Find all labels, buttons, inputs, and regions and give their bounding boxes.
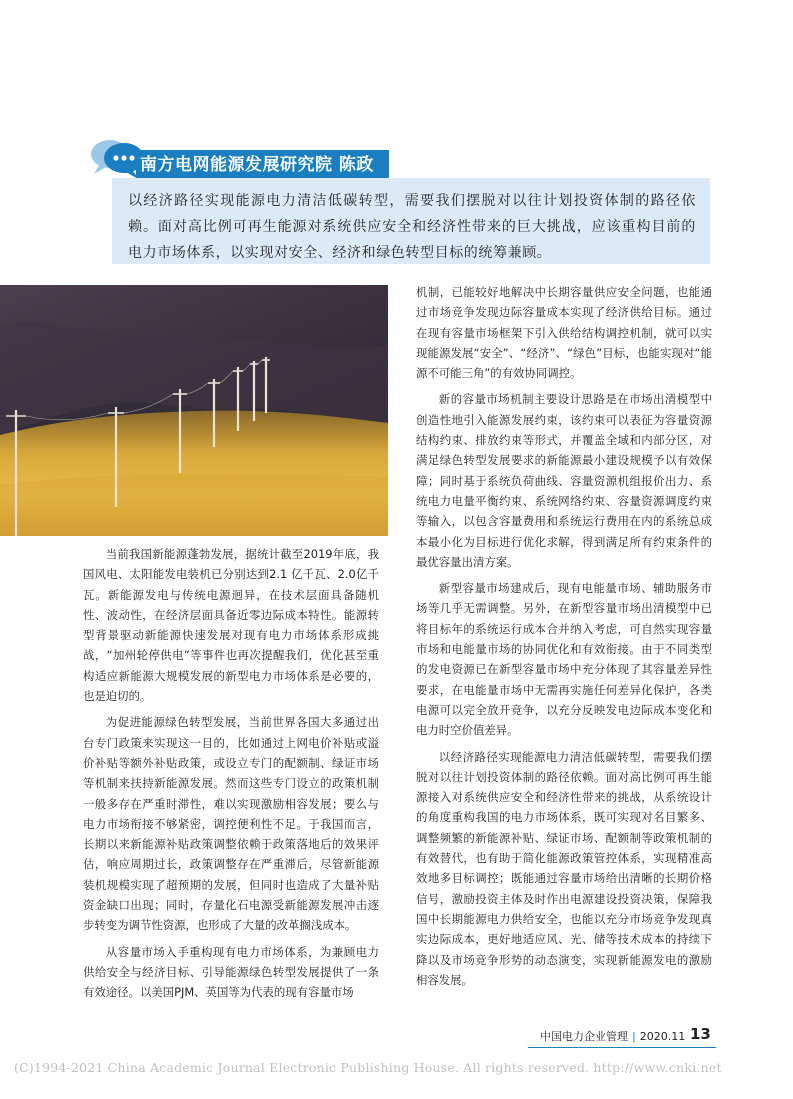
body-paragraph: 以经济路径实现能源电力清洁低碳转型，需要我们摆脱对以往计划投资体制的路径依赖。面对高比例可再生能源接入对系统供应安全和经济性带来的挑战，从系统设计的角度重构我国的电力市场体系，既可实现对名目繁多、调整频繁的新能源补贴、绿证市场、配额制等政策机制的有效替代，也有助于简化能源政策管控体系，实现精准高效地多目标调控；既能通过容量市场给出清晰的长期价格信号，激励投资主体及时作出电源建设投资决策，保障我国中长期能源电力供给安全，也能以充分市场竞争发现真实边际成本，更好地适应风、光、储等技术成本的持续下降以及市场竞争形势的动态演变，实现新能源发电的激励相容发展。 xyxy=(416,749,712,987)
page-number: 13 xyxy=(690,1025,711,1043)
power-line-photo xyxy=(0,285,388,536)
right-column xyxy=(416,282,712,996)
issue-number: 2020.11 xyxy=(639,1030,686,1043)
body-paragraph: 新型容量市场建成后，现有电能量市场、辅助服务市场等几乎无需调整。另外，在新型容量市场出清模型中已将目标年的系统运行成本合并纳入考虑，可自然实现容量市场和电能量市场的协同优化和有效衔接。由于不同类型的发电资源已在新型容量市场中充分体现了其容量差异性要求，在电能量市场中无需再实施任何差异化保护，各类电源可以完全放开竞争，以充分反映发电边际成本变化和电力时空价值差异。 xyxy=(416,581,712,738)
body-paragraph: 为促进能源绿色转型发展，当前世界各国大多通过出台专门政策来实现这一目的，比如通过上网电价补贴或溢价补贴等额外补贴政策，或设立专门的配额制、绿证市场等机制来扶持新能源发展。然而这些专门设立的政策机制一般多存在严重时滞性，难以实现激励相容发展；要么与电力市场衔接不够紧密，调控便利性不足。于我国而言，长期以来新能源补贴政策调整依赖于政策落地后的效果评估，响应周期过长，政策调整存在严重滞后，尽管新能源装机规模实现了超预期的发展，但同时也造成了大量补贴资金缺口出现；同时，存量化石电源受新能源发展冲击逐步转变为调节性资源，也形成了大量的改革搁浅成本。 xyxy=(83,715,379,933)
author-banner: 南方电网能源发展研究院 陈政 xyxy=(136,150,389,181)
body-paragraph: 新的容量市场机制主要设计思路是在市场出清模型中创造性地引入能源发展约束，该约束可以表征为容量资源结构约束、排放约束等形式，并覆盖全域和内部分区，对满足绿色转型发展要求的新能源最小建设规模予以有效保障；同时基于系统负荷曲线、容量资源机组报价出力、系统电力电量平衡约束、系统网络约束、容量资源调度约束等输入，以包含容量费用和系统运行费用在内的系统总成本最小化为目标进行优化求解，得到满足所有约束条件的最优容量出清方案。 xyxy=(416,392,712,569)
footer-journal-info xyxy=(540,1028,685,1044)
left-column xyxy=(83,544,379,1009)
copyright-notice: (C)1994-2021 China Academic Journal Electronic Publishing House. All rights reserved. http://www.cnki.net xyxy=(14,1060,722,1075)
footer-rule xyxy=(528,1047,716,1048)
body-paragraph: 当前我国新能源蓬勃发展，据统计截至2019年底，我国风电、太阳能发电装机已分别达到2.1 亿千瓦、2.0亿千瓦。新能源发电与传统电源迥异，在技术层面具备随机性、波动性，在经济层面具备近零边际成本特性。能源转型背景驱动新能源快速发展对现有电力市场体系形成挑战，“加州轮停供电”等事件也再次提醒我们，优化甚至重构适应新能源大规模发展的新型电力市场体系是必要的，也是迫切的。 xyxy=(83,547,379,704)
footer-separator: | xyxy=(632,1030,636,1043)
body-paragraph: 从容量市场入手重构现有电力市场体系，为兼顾电力供给安全与经济目标、引导能源绿色转型发展提供了一条有效途径。以美国PJM、英国等为代表的现有容量市场 xyxy=(83,944,379,1000)
abstract-text: 以经济路径实现能源电力清洁低碳转型，需要我们摆脱对以往计划投资体制的路径依赖。面对高比例可再生能源对系统供应安全和经济性带来的巨大挑战，应该重构目前的电力市场体系，以实现对安全、经济和绿色转型目标的统筹兼顾。 xyxy=(128,193,696,261)
journal-name: 中国电力企业管理 xyxy=(540,1030,628,1043)
body-paragraph: 机制，已能较好地解决中长期容量供应安全问题，也能通过市场竞争发现边际容量成本实现了经济供给目标。通过在现有容量市场框架下引入供给结构调控机制，就可以实现能源发展“安全”、“经济”、“绿色”目标，也能实现对“能源不可能三角”的有效协同调控。 xyxy=(416,285,712,381)
